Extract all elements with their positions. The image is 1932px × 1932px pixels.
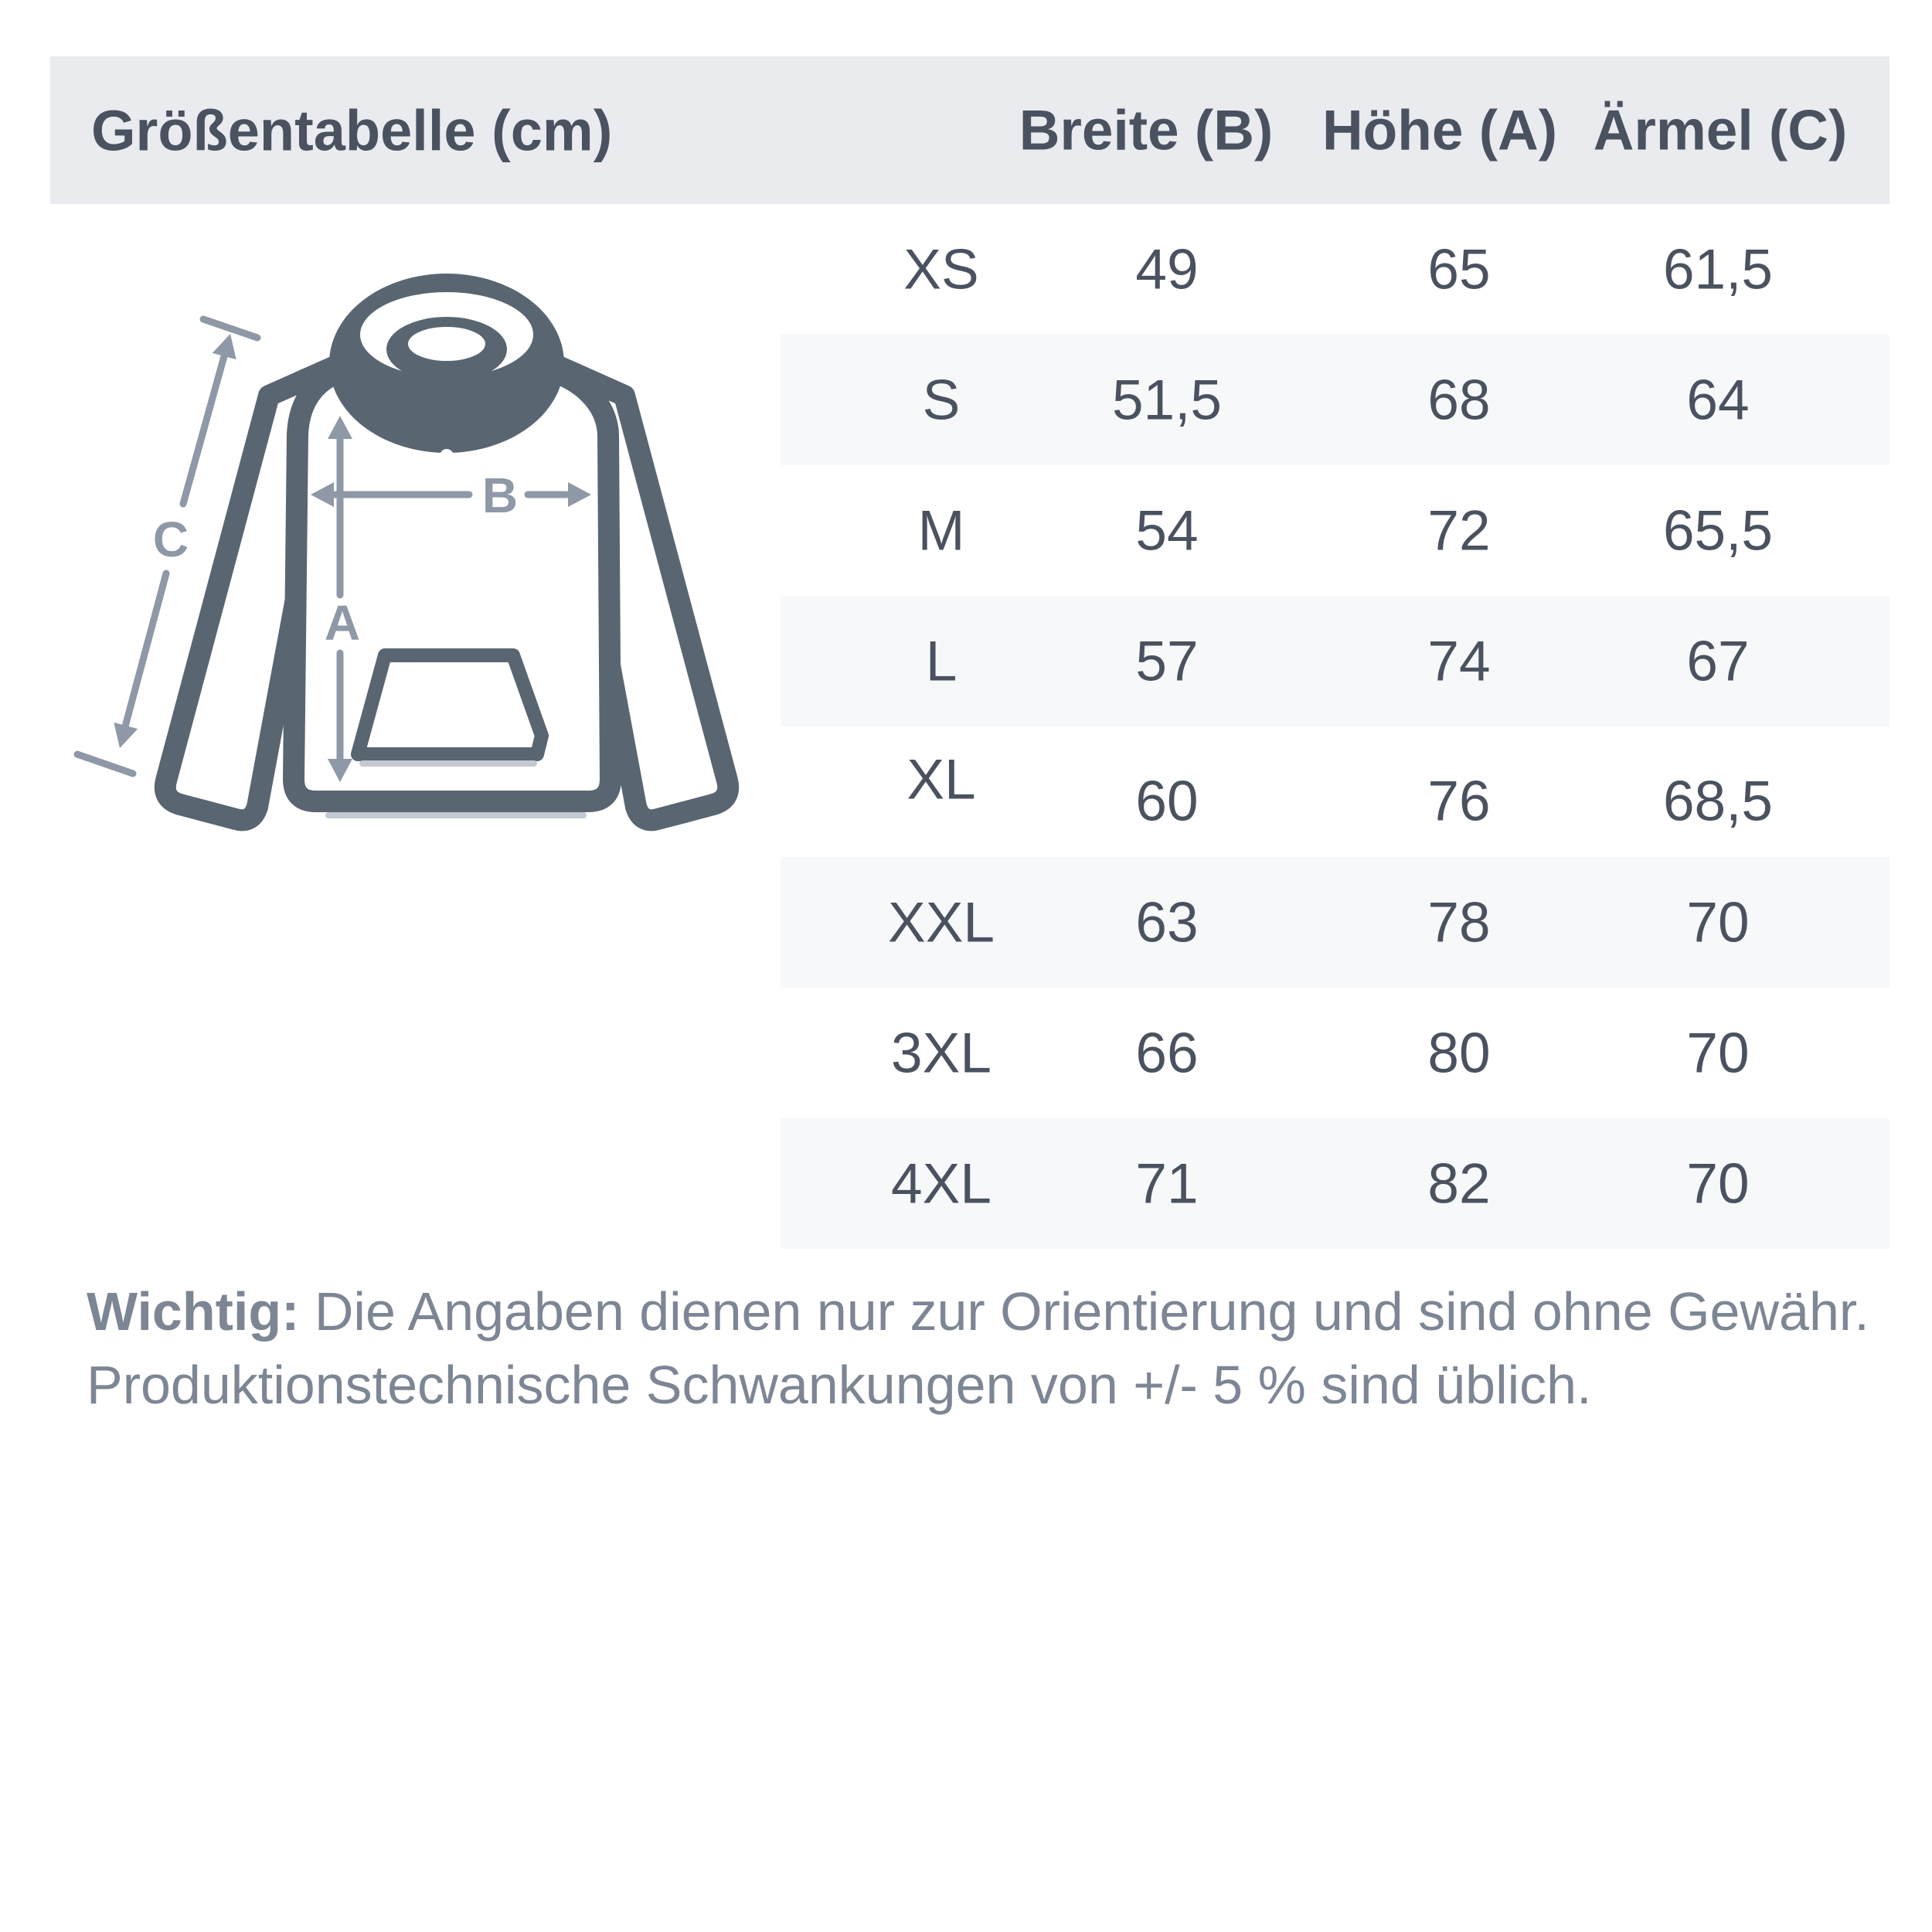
- breite-value: 71: [1135, 1152, 1199, 1215]
- size-label: 3XL: [891, 1022, 992, 1084]
- size-label: S: [922, 369, 961, 431]
- hoehe-value: 76: [1427, 770, 1491, 832]
- breite-value: 54: [1135, 499, 1199, 562]
- aermel-value: 70: [1686, 891, 1750, 954]
- aermel-value: 67: [1686, 630, 1750, 692]
- size-label: 4XL: [891, 1152, 992, 1215]
- breite-value: 60: [1135, 770, 1199, 832]
- hoehe-value: 68: [1427, 369, 1491, 431]
- disclaimer-line1: Die Angaben dienen nur zur Orientierung und sind ohne Gewähr.: [299, 1281, 1869, 1342]
- hoehe-value: 65: [1427, 238, 1491, 301]
- table-row-xs: [781, 204, 1889, 335]
- hoehe-value: 72: [1427, 499, 1491, 562]
- table-row-3xl: [781, 988, 1889, 1118]
- table-row-xxl: [781, 857, 1889, 988]
- aermel-value: 65,5: [1662, 499, 1774, 562]
- hoehe-value: 74: [1427, 630, 1491, 692]
- hoodie-pocket: [358, 655, 542, 754]
- size-label: M: [917, 499, 965, 562]
- table-row-4xl: [781, 1118, 1889, 1249]
- measure-b-label: B: [481, 468, 519, 523]
- column-header-aermel: Ärmel (C): [1593, 99, 1848, 162]
- measure-c-label: C: [152, 512, 189, 567]
- aermel-value: 70: [1686, 1152, 1750, 1215]
- size-label: L: [925, 630, 957, 692]
- column-header-breite: Breite (B): [1019, 99, 1274, 162]
- size-label: XXL: [888, 891, 995, 954]
- size-label: XL: [906, 748, 976, 811]
- breite-value: 63: [1135, 891, 1199, 954]
- disclaimer-note: [87, 1275, 1872, 1422]
- disclaimer-lead: Wichtig:: [87, 1281, 300, 1342]
- hoodie-measurement-diagram: [50, 216, 784, 858]
- disclaimer-line2: Produktionstechnische Schwankungen von +/- 5 % sind üblich.: [87, 1355, 1592, 1415]
- table-header-bar: [50, 56, 1889, 204]
- measure-a-label: A: [324, 595, 361, 651]
- table-row-l: [781, 596, 1889, 726]
- aermel-value: 70: [1686, 1022, 1750, 1084]
- size-table: [781, 204, 1889, 1249]
- aermel-value: 68,5: [1662, 770, 1774, 832]
- table-row-xl: [781, 726, 1889, 857]
- breite-value: 57: [1135, 630, 1199, 692]
- page-title: Größentabelle (cm): [91, 98, 613, 162]
- size-label: XS: [903, 238, 979, 301]
- hoehe-value: 78: [1427, 891, 1491, 954]
- hoehe-value: 82: [1427, 1152, 1491, 1215]
- breite-value: 66: [1135, 1022, 1199, 1084]
- aermel-value: 61,5: [1662, 238, 1774, 301]
- hoehe-value: 80: [1427, 1022, 1491, 1084]
- breite-value: 51,5: [1111, 369, 1223, 431]
- column-header-hoehe: Höhe (A): [1321, 99, 1558, 162]
- table-row-m: [781, 465, 1889, 596]
- aermel-value: 64: [1686, 369, 1750, 431]
- breite-value: 49: [1135, 238, 1199, 301]
- table-row-s: [781, 335, 1889, 465]
